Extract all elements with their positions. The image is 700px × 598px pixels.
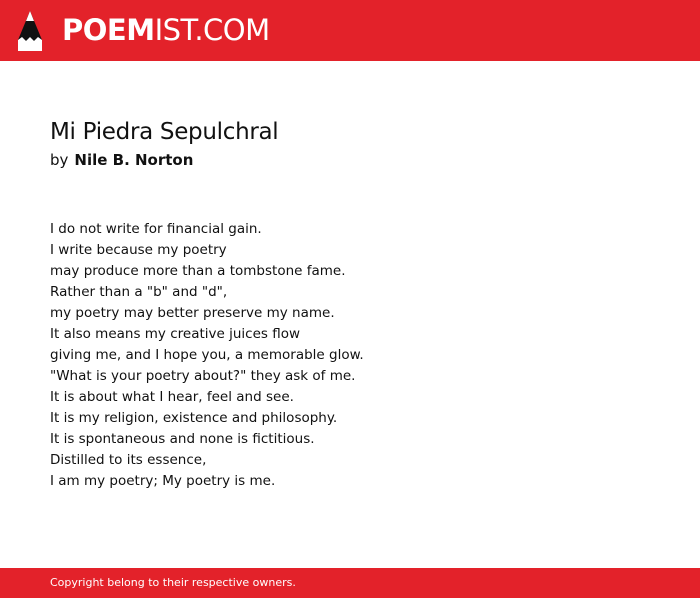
logo-light-text: IST.COM xyxy=(154,13,270,47)
poem-title: Mi Piedra Sepulchral xyxy=(50,119,279,145)
poem-line: It is my religion, existence and philosophy. xyxy=(50,410,338,426)
site-footer xyxy=(0,568,700,598)
poem-line: Distilled to its essence, xyxy=(50,452,207,468)
by-label: by xyxy=(50,151,69,169)
pencil-tip-icon[interactable] xyxy=(17,10,43,52)
poem-line: "What is your poetry about?" they ask of me. xyxy=(50,368,356,384)
poem-line: I am my poetry; My poetry is me. xyxy=(50,473,276,489)
poem-line: It also means my creative juices flow xyxy=(50,326,301,342)
poem-line: Rather than a "b" and "d", xyxy=(50,284,228,300)
poem-body xyxy=(50,219,670,492)
copyright-notice: Copyright belong to their respective owners. xyxy=(50,576,296,589)
poem-author: Nile B. Norton xyxy=(74,151,194,169)
poem-line: I do not write for financial gain. xyxy=(50,221,262,237)
poem-line: my poetry may better preserve my name. xyxy=(50,305,335,321)
logo-bold-text: POEM xyxy=(62,13,155,47)
site-header xyxy=(0,0,700,61)
poem-line: It is about what I hear, feel and see. xyxy=(50,389,294,405)
poem-line: giving me, and I hope you, a memorable glow. xyxy=(50,347,364,363)
site-logo[interactable] xyxy=(62,12,270,48)
poem-line: I write because my poetry xyxy=(50,242,227,258)
poem-byline xyxy=(50,150,193,170)
poem-line: may produce more than a tombstone fame. xyxy=(50,263,346,279)
poem-line: It is spontaneous and none is fictitious. xyxy=(50,431,315,447)
